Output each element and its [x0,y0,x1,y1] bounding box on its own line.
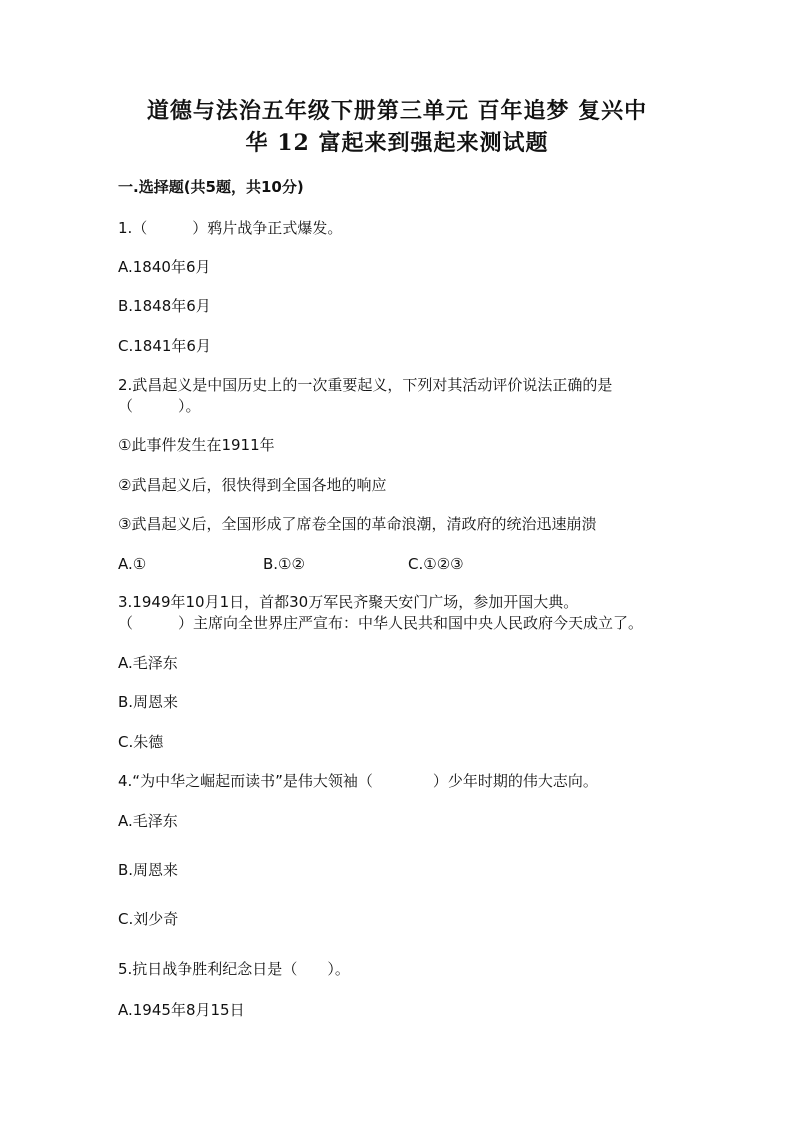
q2-statement-3: ③武昌起义后，全国形成了席卷全国的革命浪潮，清政府的统治迅速崩溃 [118,515,597,533]
q1-option-c: C.1841年6月 [118,337,211,355]
q4-stem: 4.“为中华之崛起而读书”是伟大领袖（ ）少年时期的伟大志向。 [118,772,598,790]
q3-option-b: B.周恩来 [118,693,179,711]
doc-title-line-2: 华 12 富起来到强起来测试题 [245,130,549,156]
q2-stem-line-1: 2.武昌起义是中国历史上的一次重要起义，下列对其活动评价说法正确的是 [118,376,613,394]
q1-option-b: B.1848年6月 [118,297,211,315]
q4-option-a: A.毛泽东 [118,812,178,830]
doc-title-line-1: 道德与法治五年级下册第三单元 百年追梦 复兴中 [146,98,648,124]
q2-option-c: C.①②③ [408,555,464,573]
q1-stem: 1.（ ）鸦片战争正式爆发。 [118,219,343,237]
q1-option-a: A.1840年6月 [118,258,211,276]
q2-option-a: A.① [118,555,147,573]
q4-option-b: B.周恩来 [118,861,179,879]
q2-statement-1: ①此事件发生在1911年 [118,436,275,454]
q3-option-a: A.毛泽东 [118,654,178,672]
section-heading: 一.选择题(共5题，共10分) [118,178,304,196]
q3-stem-line-1: 3.1949年10月1日，首都30万军民齐聚天安门广场，参加开国大典。 [118,593,579,611]
q3-stem-line-2: （ ）主席向全世界庄严宣布：中华人民共和国中央人民政府今天成立了。 [118,614,644,632]
q5-option-a: A.1945年8月15日 [118,1001,245,1019]
q2-statement-2: ②武昌起义后，很快得到全国各地的响应 [118,476,387,494]
q2-option-b: B.①② [263,555,305,573]
q3-option-c: C.朱德 [118,733,164,751]
q4-option-c: C.刘少奇 [118,910,179,928]
q5-stem: 5.抗日战争胜利纪念日是（ ）。 [118,960,350,978]
q2-stem-line-2: （ ）。 [118,397,201,415]
